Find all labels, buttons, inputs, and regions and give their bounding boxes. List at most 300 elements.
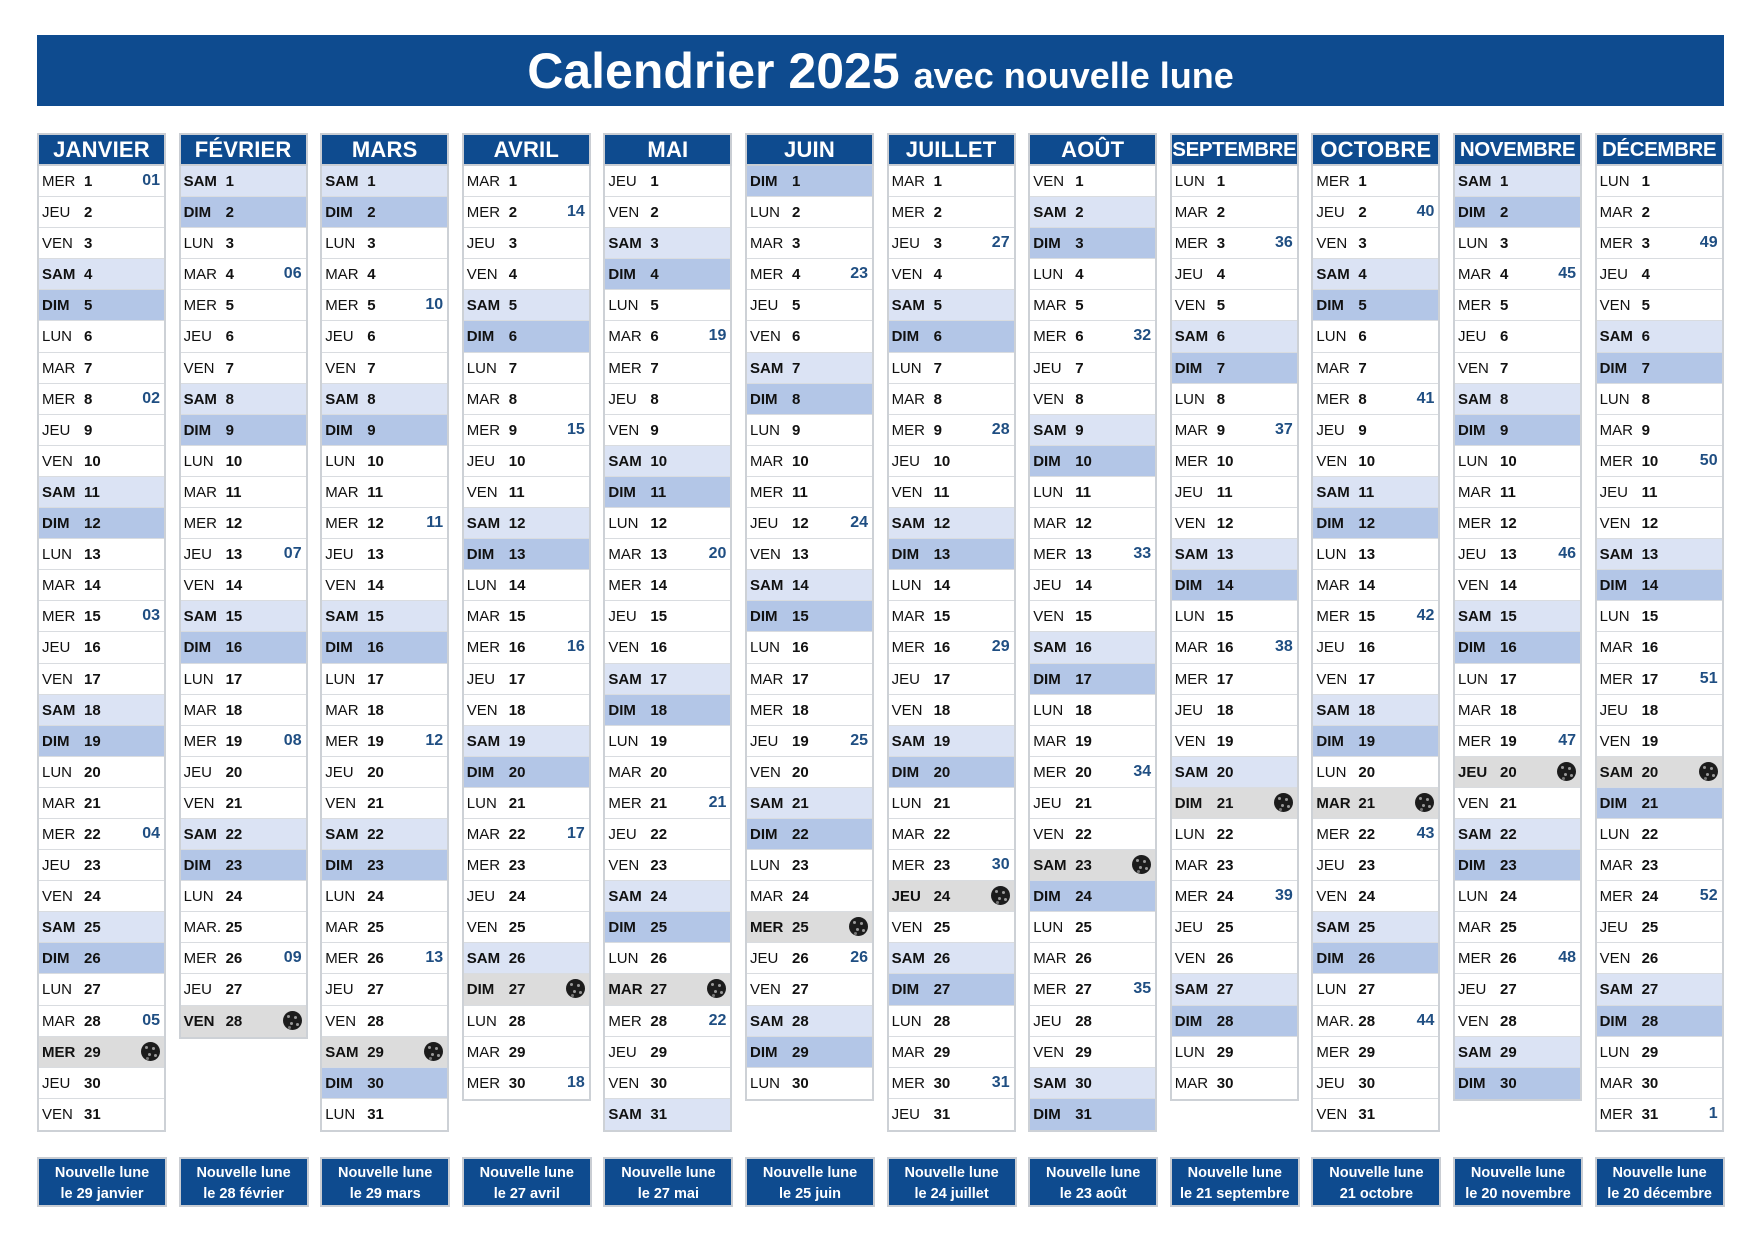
day-number: 13 <box>508 546 526 564</box>
day-list <box>320 166 449 1132</box>
day-number: 16 <box>1216 639 1234 657</box>
day-number: 16 <box>508 639 526 657</box>
weekday-label: DIM <box>891 328 920 346</box>
week-number: 23 <box>850 265 868 283</box>
weekday-label: JEU <box>1033 359 1062 377</box>
week-number: 26 <box>850 949 868 967</box>
day-row <box>1313 197 1438 228</box>
day-number: 17 <box>1500 670 1517 688</box>
weekday-label: VEN <box>42 235 73 253</box>
day-row <box>1455 353 1580 384</box>
week-number: 04 <box>142 824 160 842</box>
day-number: 21 <box>225 794 243 812</box>
weekday-label: SAM <box>1316 483 1350 501</box>
day-row <box>747 912 872 943</box>
day-row <box>747 850 872 881</box>
weekday-label: JEU <box>1458 546 1487 564</box>
day-number: 26 <box>1358 950 1376 968</box>
weekday-label: MER <box>1174 452 1209 470</box>
weekday-label: VEN <box>1316 1105 1348 1123</box>
day-number: 2 <box>508 204 518 222</box>
day-row <box>322 1099 447 1130</box>
day-number: 5 <box>1358 297 1367 315</box>
day-row <box>889 974 1014 1005</box>
day-number: 31 <box>1358 1105 1376 1123</box>
weekday-label: JEU <box>1458 328 1487 346</box>
day-number: 26 <box>1500 950 1517 968</box>
day-number: 17 <box>792 670 809 688</box>
day-row <box>181 259 306 290</box>
day-row <box>464 1006 589 1037</box>
weekday-label: DIM <box>1033 670 1061 688</box>
week-number: 34 <box>1133 762 1152 780</box>
day-number: 6 <box>1075 328 1084 346</box>
week-number: 36 <box>1275 234 1293 252</box>
weekday-label: JEU <box>1599 483 1628 501</box>
weekday-label: MER <box>750 919 784 937</box>
day-number: 19 <box>1500 732 1517 750</box>
day-list <box>37 166 166 1132</box>
weekday-label: DIM <box>42 950 70 968</box>
day-row <box>39 632 164 663</box>
day-number: 21 <box>1075 794 1092 812</box>
day-number: 22 <box>933 825 951 843</box>
weekday-label: JEU <box>1316 639 1345 657</box>
day-row <box>322 664 447 695</box>
day-row <box>1030 290 1155 321</box>
day-number: 20 <box>1500 763 1517 781</box>
day-row <box>1597 321 1722 352</box>
day-row <box>464 695 589 726</box>
footer-line: le 27 mai <box>637 1186 700 1202</box>
weekday-label: MER <box>891 639 925 657</box>
day-row <box>464 850 589 881</box>
weekday-label: JEU <box>608 608 637 626</box>
day-row <box>1030 415 1155 446</box>
new-moon-icon <box>424 1042 443 1061</box>
weekday-label: DIM <box>1599 577 1628 595</box>
day-row <box>889 415 1014 446</box>
day-row <box>1597 508 1722 539</box>
day-row <box>464 912 589 943</box>
weekday-label: MAR <box>325 266 359 284</box>
new-moon-icon <box>141 1042 160 1061</box>
day-number: 30 <box>650 1074 668 1092</box>
new-moon-footer <box>37 1157 167 1207</box>
day-number: 14 <box>1216 577 1234 595</box>
new-moon-footer <box>745 1157 875 1207</box>
day-row <box>39 259 164 290</box>
day-row <box>322 570 447 601</box>
weekday-label: SAM <box>42 266 76 284</box>
day-number: 9 <box>650 421 659 439</box>
day-row <box>889 290 1014 321</box>
weekday-label: LUN <box>1599 390 1630 408</box>
day-number: 31 <box>1075 1105 1092 1123</box>
weekday-label: DIM <box>1458 857 1486 875</box>
weekday-label: MAR <box>1599 204 1633 222</box>
day-number: 2 <box>1641 204 1650 222</box>
weekday-label: MER <box>183 950 217 968</box>
footer-line: le 27 avril <box>493 1186 560 1202</box>
day-row <box>1313 1099 1438 1130</box>
day-number: 9 <box>367 421 376 439</box>
day-number: 12 <box>650 515 668 533</box>
day-row <box>39 974 164 1005</box>
weekday-label: MER <box>325 297 359 315</box>
day-number: 14 <box>84 577 101 595</box>
day-number: 29 <box>1358 1043 1376 1061</box>
day-row <box>1030 166 1155 197</box>
weekday-label: LUN <box>1599 608 1630 626</box>
day-row <box>889 788 1014 819</box>
new-moon-footer <box>179 1157 309 1207</box>
day-row <box>39 290 164 321</box>
day-row <box>1597 1037 1722 1068</box>
footer-line: Nouvelle lune <box>196 1165 291 1181</box>
week-number: 47 <box>1558 731 1576 749</box>
weekday-label: MER <box>42 173 76 190</box>
day-row <box>889 726 1014 757</box>
day-number: 5 <box>650 297 659 315</box>
weekday-label: DIM <box>183 204 212 222</box>
weekday-label: SAM <box>750 577 784 595</box>
weekday-label: MER <box>891 421 925 439</box>
day-row <box>747 197 872 228</box>
weekday-label: JEU <box>325 546 354 564</box>
weekday-label: VEN <box>891 266 923 284</box>
weekday-label: LUN <box>325 888 356 906</box>
weekday-label: SAM <box>325 608 359 626</box>
day-number: 30 <box>367 1074 384 1092</box>
day-number: 4 <box>225 266 234 284</box>
footer-line: Nouvelle lune <box>1329 1165 1424 1181</box>
day-row <box>181 415 306 446</box>
day-row <box>322 415 447 446</box>
weekday-label: MER <box>1033 763 1067 781</box>
day-row <box>1455 601 1580 632</box>
day-row <box>747 508 872 539</box>
day-row <box>1597 477 1722 508</box>
week-number: 01 <box>142 172 160 189</box>
day-number: 3 <box>792 235 801 253</box>
day-list <box>1028 166 1157 1132</box>
day-number: 9 <box>1500 421 1509 439</box>
month-1 <box>37 133 166 1132</box>
weekday-label: JEU <box>1316 204 1345 222</box>
day-row <box>1455 539 1580 570</box>
weekday-label: DIM <box>466 981 495 999</box>
weekday-label: LUN <box>1599 173 1630 190</box>
day-number: 2 <box>1358 204 1367 222</box>
day-number: 27 <box>1075 981 1092 999</box>
weekday-label: MAR <box>1033 732 1067 750</box>
day-row <box>747 695 872 726</box>
weekday-label: VEN <box>891 701 923 719</box>
month-9 <box>1170 133 1299 1101</box>
day-number: 24 <box>792 888 809 906</box>
weekday-label: JEU <box>42 421 71 439</box>
weekday-label: SAM <box>1458 390 1492 408</box>
weekday-label: VEN <box>1316 888 1348 906</box>
day-number: 3 <box>225 235 234 253</box>
weekday-label: JEU <box>891 888 921 906</box>
weekday-label: LUN <box>1174 1043 1205 1061</box>
week-number: 09 <box>283 949 302 967</box>
day-number: 4 <box>1358 266 1367 284</box>
day-row <box>1172 415 1297 446</box>
day-number: 2 <box>1216 204 1226 222</box>
day-row <box>464 446 589 477</box>
day-row <box>39 321 164 352</box>
day-row <box>1313 726 1438 757</box>
weekday-label: LUN <box>1033 919 1064 937</box>
weekday-label: VEN <box>891 483 923 501</box>
day-number: 10 <box>1641 452 1659 470</box>
day-number: 22 <box>792 825 809 843</box>
day-number: 2 <box>792 204 801 222</box>
day-row <box>1030 664 1155 695</box>
day-number: 18 <box>1500 701 1517 719</box>
day-number: 18 <box>1075 701 1092 719</box>
weekday-label: DIM <box>42 297 70 315</box>
weekday-label: MER <box>1174 670 1209 688</box>
weekday-label: MER <box>466 204 501 222</box>
day-row <box>181 321 306 352</box>
day-number: 22 <box>1500 825 1517 843</box>
day-number: 1 <box>650 173 659 190</box>
day-number: 28 <box>933 1012 951 1030</box>
footer-line: Nouvelle lune <box>1187 1165 1282 1181</box>
day-row <box>1172 943 1297 974</box>
day-number: 22 <box>367 825 384 843</box>
weekday-label: LUN <box>183 888 214 906</box>
day-row <box>1172 384 1297 415</box>
weekday-label: MAR <box>1458 919 1492 937</box>
weekday-label: VEN <box>1458 577 1489 595</box>
day-number: 4 <box>508 266 518 284</box>
week-number: 15 <box>567 420 585 438</box>
weekday-label: MER <box>1316 608 1350 626</box>
day-number: 1 <box>792 173 801 190</box>
weekday-label: MER <box>1599 670 1633 688</box>
day-number: 16 <box>792 639 809 657</box>
day-row <box>889 850 1014 881</box>
day-row <box>1313 539 1438 570</box>
day-row <box>1313 601 1438 632</box>
day-row <box>322 321 447 352</box>
weekday-label: MAR <box>466 173 501 190</box>
day-number: 12 <box>1641 515 1659 533</box>
weekday-label: LUN <box>325 670 356 688</box>
day-row <box>747 943 872 974</box>
weekday-label: DIM <box>750 173 778 190</box>
day-list <box>745 166 874 1101</box>
weekday-label: MAR <box>325 701 359 719</box>
day-number: 18 <box>1216 701 1234 719</box>
day-row <box>39 166 164 197</box>
day-row <box>1455 477 1580 508</box>
weekday-label: JEU <box>325 763 354 781</box>
footer-line: le 29 janvier <box>60 1186 144 1202</box>
weekday-label: VEN <box>608 857 640 875</box>
weekday-label: LUN <box>1174 608 1205 626</box>
weekday-label: MAR <box>1033 515 1067 533</box>
weekday-label: SAM <box>750 794 784 812</box>
day-row <box>39 384 164 415</box>
day-row <box>39 788 164 819</box>
weekday-label: MAR <box>42 577 76 595</box>
day-number: 29 <box>792 1043 809 1061</box>
day-number: 31 <box>650 1105 668 1123</box>
day-number: 2 <box>933 204 942 222</box>
day-row <box>1030 974 1155 1005</box>
week-number: 05 <box>142 1011 160 1029</box>
weekday-label: MAR <box>42 1012 76 1030</box>
weekday-label: LUN <box>1458 670 1489 688</box>
day-row <box>1313 881 1438 912</box>
week-number: 28 <box>991 420 1010 438</box>
weekday-label: MAR <box>1316 359 1350 377</box>
day-number: 9 <box>792 421 801 439</box>
day-row <box>181 353 306 384</box>
day-row <box>889 384 1014 415</box>
day-number: 3 <box>1075 235 1084 253</box>
new-moon-footer <box>887 1157 1017 1207</box>
weekday-label: LUN <box>325 452 356 470</box>
weekday-label: VEN <box>42 1105 73 1123</box>
weekday-label: SAM <box>325 1043 359 1061</box>
day-number: 14 <box>508 577 526 595</box>
day-row <box>889 1006 1014 1037</box>
day-row <box>1030 850 1155 881</box>
weekday-label: MAR <box>891 173 925 190</box>
day-row <box>1597 290 1722 321</box>
day-number: 24 <box>508 888 526 906</box>
weekday-label: VEN <box>608 421 640 439</box>
weekday-label: LUN <box>1033 266 1064 284</box>
day-number: 20 <box>84 763 101 781</box>
weekday-label: VEN <box>1174 950 1206 968</box>
day-row <box>605 539 730 570</box>
day-number: 21 <box>1216 794 1234 812</box>
day-number: 11 <box>367 483 384 501</box>
day-row <box>464 384 589 415</box>
day-row <box>181 943 306 974</box>
weekday-label: JEU <box>42 857 71 875</box>
weekday-label: MAR <box>1458 266 1492 284</box>
day-row <box>464 1068 589 1099</box>
day-row <box>1030 384 1155 415</box>
day-number: 3 <box>1358 235 1367 253</box>
day-number: 27 <box>650 981 668 999</box>
weekday-label: VEN <box>1033 825 1065 843</box>
day-number: 25 <box>650 919 668 937</box>
day-row <box>39 477 164 508</box>
day-row <box>464 539 589 570</box>
weekday-label: VEN <box>1174 515 1206 533</box>
weekday-label: SAM <box>183 825 217 843</box>
weekday-label: JEU <box>466 670 496 688</box>
day-number: 3 <box>1500 235 1509 253</box>
day-number: 8 <box>1358 390 1367 408</box>
weekday-label: MAR <box>1174 639 1209 657</box>
weekday-label: LUN <box>1458 888 1489 906</box>
weekday-label: SAM <box>1458 1043 1492 1061</box>
day-row <box>181 726 306 757</box>
day-number: 9 <box>933 421 942 439</box>
weekday-label: MAR <box>42 359 76 377</box>
weekday-label: DIM <box>608 483 636 501</box>
week-number: 38 <box>1275 638 1293 656</box>
day-number: 30 <box>1641 1074 1659 1092</box>
week-number: 13 <box>425 949 444 967</box>
day-number: 26 <box>1641 950 1659 968</box>
day-row <box>1172 197 1297 228</box>
day-row <box>889 632 1014 663</box>
new-moon-icon <box>1132 855 1151 874</box>
day-row <box>889 881 1014 912</box>
day-row <box>1172 259 1297 290</box>
weekday-label: MER <box>1316 390 1350 408</box>
day-row <box>889 912 1014 943</box>
day-row <box>322 601 447 632</box>
day-row <box>464 757 589 788</box>
day-row <box>464 508 589 539</box>
day-row <box>1597 353 1722 384</box>
weekday-label: DIM <box>750 390 778 408</box>
day-number: 27 <box>84 981 101 999</box>
weekday-label: MER <box>466 1074 501 1092</box>
weekday-label: LUN <box>1599 825 1630 843</box>
weekday-label: MAR <box>750 888 784 906</box>
day-row <box>605 912 730 943</box>
weekday-label: JEU <box>183 546 212 564</box>
day-row <box>39 446 164 477</box>
weekday-label: SAM <box>1316 701 1350 719</box>
day-row <box>1597 415 1722 446</box>
week-number: 31 <box>991 1073 1010 1091</box>
day-row <box>605 601 730 632</box>
weekday-label: VEN <box>1458 359 1489 377</box>
day-number: 23 <box>792 857 809 875</box>
weekday-label: DIM <box>1033 1105 1061 1123</box>
day-number: 24 <box>1216 888 1234 906</box>
day-number: 19 <box>933 732 951 750</box>
day-row <box>1172 726 1297 757</box>
weekday-label: MER <box>891 857 925 875</box>
weekday-label: MAR <box>466 608 501 626</box>
day-row <box>181 508 306 539</box>
day-row <box>1313 632 1438 663</box>
weekday-label: SAM <box>1174 763 1209 781</box>
day-row <box>181 197 306 228</box>
day-number: 27 <box>1641 981 1659 999</box>
day-row <box>1030 321 1155 352</box>
day-row <box>1455 632 1580 663</box>
weekday-label: JEU <box>750 732 779 750</box>
day-number: 15 <box>1216 608 1234 626</box>
weekday-label: SAM <box>608 452 642 470</box>
weekday-label: JEU <box>1599 266 1628 284</box>
footer-line: Nouvelle lune <box>621 1165 716 1181</box>
weekday-label: MAR <box>183 266 217 284</box>
day-number: 16 <box>933 639 951 657</box>
day-number: 26 <box>225 950 243 968</box>
day-row <box>889 943 1014 974</box>
day-row <box>181 788 306 819</box>
day-number: 1 <box>84 173 93 190</box>
